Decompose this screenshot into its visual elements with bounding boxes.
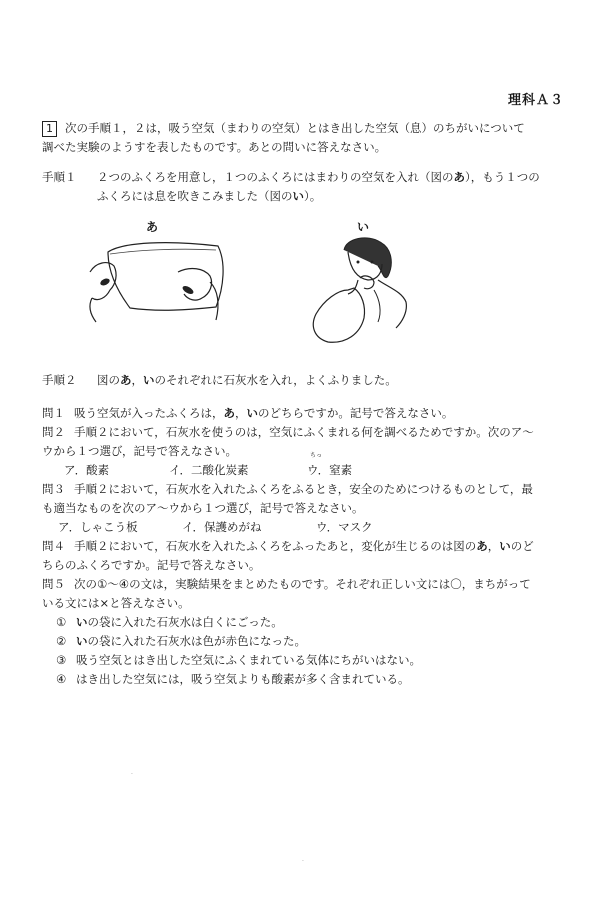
question-2-label: 問２ <box>42 425 65 439</box>
step-2 <box>42 371 572 390</box>
page-title: 理科Ａ３ <box>507 93 564 108</box>
intro-paragraph <box>42 119 562 157</box>
statement-3-number: ③ <box>56 653 67 667</box>
question-3-options <box>42 518 572 537</box>
question-3-option-a: ア．しゃこう板 <box>58 520 138 534</box>
scan-speck: · <box>131 771 133 778</box>
step-1-label: 手順１ <box>42 170 77 184</box>
step-1-text-a: ２つのふくろを用意し，１つのふくろにはまわりの空気を入れ（図の <box>97 170 454 184</box>
question-1-label: 問１ <box>42 406 65 420</box>
question-1-text-a: 吸う空気が入ったふくろは， <box>74 406 224 420</box>
question-1-i-ref: い <box>246 406 258 420</box>
scan-speck: · <box>302 858 304 865</box>
question-4-text-c: ， <box>487 539 500 553</box>
statement-1-bold: い <box>76 615 88 629</box>
intro-line-2: 調べた実験のようすを表したものです。あとの問いに答えなさい。 <box>42 140 387 154</box>
question-3-line-1: 手順２において，石灰水を入れたふくろをふるとき，安全のためにつけるものとして，最 <box>74 482 533 496</box>
question-number-box: 1 <box>42 121 57 137</box>
statement-4-number: ④ <box>56 672 67 686</box>
statement-3 <box>42 651 572 670</box>
statement-2-number: ② <box>56 634 67 648</box>
statement-2-text: の袋に入れた石灰水は色が赤色になった。 <box>87 634 306 648</box>
question-4-text-a: 手順２において，石灰水を入れたふくろをふったあと，変化が生じるのは図の <box>74 539 477 553</box>
question-4-line-2: ちらのふくろですか。記号で答えなさい。 <box>42 558 261 572</box>
step-2-fig-a-ref: あ <box>120 373 132 387</box>
question-2-line-2: ウから１つ選び，記号で答えなさい。 <box>42 444 238 458</box>
question-3-option-i: イ．保護めがね <box>182 520 262 534</box>
step-2-text-e: のそれぞれに石灰水を入れ，よくふりました。 <box>154 373 397 387</box>
step-2-text-c: ， <box>131 373 143 387</box>
question-4-i-ref: い <box>499 539 511 553</box>
question-2-option-i: イ．二酸化炭素 <box>169 463 249 477</box>
question-3-option-u: ウ．マスク <box>316 520 373 534</box>
statement-1-number: ① <box>56 615 67 629</box>
question-2-ruby: ちっ <box>310 452 323 459</box>
question-4-a-ref: あ <box>476 539 488 553</box>
question-4-text-e: のど <box>510 539 534 553</box>
question-1-text-c: ， <box>235 406 247 420</box>
question-5-label: 問５ <box>42 577 65 591</box>
question-5 <box>42 575 572 594</box>
statement-4 <box>42 670 572 689</box>
question-2-option-a: ア．酸素 <box>64 463 110 477</box>
step-1-line2-a: ふくろには息を吹きこみました（図の <box>97 189 293 203</box>
question-1 <box>42 404 572 423</box>
statement-3-text: 吸う空気とはき出した空気にふくまれている気体にちがいはない。 <box>76 653 421 667</box>
question-4-label: 問４ <box>42 539 65 553</box>
intro-line-1: 次の手順１，２は，吸う空気（まわりの空気）とはき出した空気（息）のちがいについて <box>65 121 525 135</box>
question-1-text-e: のどちらですか。記号で答えなさい。 <box>258 406 454 420</box>
step-2-label: 手順２ <box>42 373 77 387</box>
step-2-text-a: 図の <box>97 373 120 387</box>
question-2-line-1: 手順２において，石灰水を使うのは，空気にふくまれる何を調べるためですか。次のア～ <box>74 425 534 439</box>
question-3-label: 問３ <box>42 482 65 496</box>
question-2-options <box>42 452 572 480</box>
statement-1 <box>42 613 572 632</box>
question-3-line-2: も適当なものを次のア～ウから１つ選び，記号で答えなさい。 <box>42 501 364 515</box>
question-4 <box>42 537 572 556</box>
figure-a-bag-illustration <box>78 232 238 327</box>
step-1 <box>42 168 572 206</box>
question-2-option-u: ウ．窒素 <box>307 463 353 477</box>
statement-4-text: はき出した空気には，吸う空気よりも酸素が多く含まれている。 <box>76 672 410 686</box>
step-1-line2-c: ）。 <box>304 189 322 203</box>
question-2 <box>42 423 572 442</box>
figure-i-person-illustration <box>298 230 418 350</box>
questions-section <box>42 404 572 689</box>
statement-1-text: の袋に入れた石灰水は白くにごった。 <box>87 615 283 629</box>
step-1-fig-a-ref: あ <box>453 170 465 184</box>
question-5-line-1: 次の①～④の文は，実験結果をまとめたものです。それぞれ正しい文には〇，まちがって <box>74 577 531 591</box>
step-1-text-c: ），もう１つの <box>465 170 540 184</box>
question-3 <box>42 480 572 499</box>
statement-2-bold: い <box>76 634 88 648</box>
question-2-option-u-wrap <box>307 452 353 480</box>
step-2-fig-i-ref: い <box>143 373 155 387</box>
step-1-fig-i-ref: い <box>292 189 304 203</box>
question-1-a-ref: あ <box>223 406 235 420</box>
figure-i-label: い <box>357 220 370 234</box>
question-5-line-2: いる文には×と答えなさい。 <box>42 596 190 610</box>
figure-a-label: あ <box>146 220 159 234</box>
statement-2 <box>42 632 572 651</box>
